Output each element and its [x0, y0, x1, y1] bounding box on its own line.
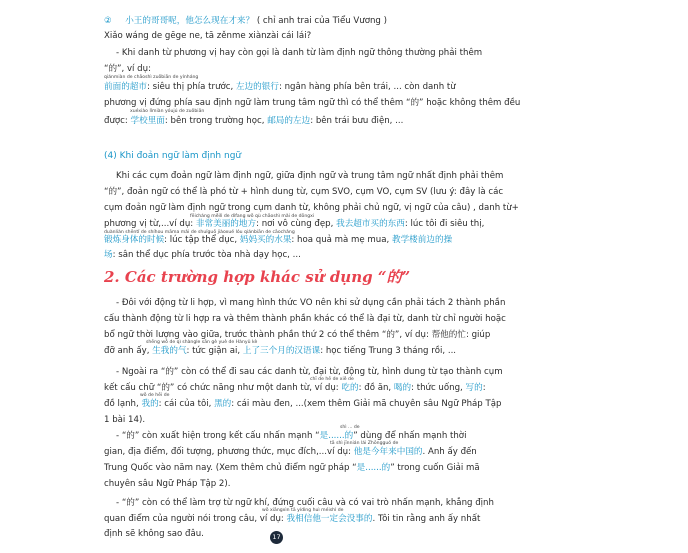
para6-pinyin2: wǒ xiāngxìn tā yídìng huì méishì de [262, 508, 344, 513]
para4-line4: 1 bài 14). [104, 415, 146, 425]
example-word: 上了三个月的汉语课 [242, 346, 321, 356]
para1-line5 [104, 115, 452, 127]
subheading-4: (4) Khi đoản ngữ làm định ngữ [104, 151, 242, 161]
para2-line6 [104, 249, 452, 261]
example-word: 妈妈买的水果 [239, 235, 292, 245]
para5-line4: chuyên sâu Ngữ Pháp Tập 2). [104, 479, 231, 489]
para6-line1: - “的” còn có thể làm trợ từ ngữ khí, đứng cuối câu và có vai trò nhấn mạnh, khẳng định [116, 498, 494, 508]
para3-pinyin4: shēng wǒ de qì shàngle sān gè yuè de Hànyǔ kè [146, 340, 258, 345]
para4-pinyin2: chī de hē de xiě de [310, 377, 354, 382]
para6-line2 [104, 513, 481, 525]
para3-line3: bổ ngữ thời lượng vào giữa, trước thành phần thứ 2 có thể thêm “的”, ví dụ: 帮他的忙: giúp [104, 330, 491, 340]
text: ” trong cuốn Giải mã [390, 463, 480, 473]
example-word: 非常美丽的地方 [195, 219, 257, 229]
gloss: : hoa quả mà mẹ mua, [291, 235, 392, 245]
para2-pinyin4: fēicháng měilì de dìfang wǒ qù chāoshì mǎi de dōngxi [190, 214, 315, 219]
example-number: ② [104, 16, 112, 26]
gloss: : nơi vô cùng đẹp, [256, 219, 337, 229]
example-word: 教学楼前边的操 [391, 235, 453, 245]
example-word: 他是今年来中国的 [353, 447, 423, 457]
para4-line1: - Ngoài ra “的” còn có thể đi sau các danh từ, đại từ, động từ, hình dung từ tạo thành cụm [116, 367, 503, 377]
example-word: 邮局的左边 [267, 116, 311, 126]
para5-line3 [104, 462, 480, 474]
gloss: : siêu thị phía trước, [146, 82, 236, 92]
para2-line3: cụm đoản ngữ làm định ngữ trong cụm danh từ, không phải chủ ngữ, vị ngữ của câu) , danh từ+ [104, 203, 519, 213]
para2-line5 [104, 234, 452, 246]
para3-line4 [104, 345, 457, 357]
example-word: 我的 [141, 399, 159, 409]
para1-pinyin3: qiánmiàn de chāoshì zuǒbiān de yínháng [104, 75, 199, 80]
para3-line1: - Đôi với động từ li hợp, vì mang hình thức VO nên khi sử dụng cần phải tách 2 thành phần [116, 298, 506, 308]
para1-line2: “的”, ví dụ: [104, 64, 151, 74]
para1-line4: phương vị đứng phía sau định ngữ làm trung tâm ngữ thì có thể thêm “的” hoặc không thêm đều [104, 98, 521, 108]
para2-pinyin5: duànliàn shēntǐ de shíhou māma mǎi de shuǐguǒ jiàoxué lóu qiánbiān de cāochǎng [104, 230, 295, 235]
para2-line4 [104, 218, 485, 230]
para5-pinyin2: tā shì jīnnián lái Zhōngguó de [330, 441, 399, 446]
example-word: 场 [104, 250, 113, 260]
text: - “的” còn xuất hiện trong kết cấu nhấn mạnh “ [116, 431, 320, 441]
gloss: . Tôi tin rằng anh ấy nhất [372, 514, 481, 524]
gloss: : sân thể dục phía trước tòa nhà dạy học, ... [112, 250, 301, 260]
example-word: 是......的 [319, 431, 354, 441]
gloss: . Anh ấy đến [422, 447, 477, 457]
example-word: 我去超市买的东西 [336, 219, 405, 229]
example-word: 锻炼身体的时候 [104, 235, 165, 245]
example-word: 前面的超市 [104, 82, 147, 92]
text: ” dùng để nhấn mạnh thời [353, 431, 467, 441]
gloss: : bên trái bưu điện, ... [310, 116, 404, 126]
text: phương vị từ,...ví dụ: [104, 219, 196, 229]
gloss: : cái màu đen, ...(xem thêm Giải mã chuyên sâu Ngữ Pháp Tập [231, 399, 502, 409]
gloss: : ngân hàng phía bên trái, ... còn danh từ [278, 82, 456, 92]
example-translation: ( chỉ anh trai của Tiểu Vương ) [256, 16, 387, 26]
gloss: : đồ ăn, [358, 383, 394, 393]
gloss: : thức uống, [411, 383, 466, 393]
example-word: 我相信他一定会没事的 [286, 514, 373, 524]
para1-pinyin5: xuéxiào lǐmiàn yóujú de zuǒbiān [130, 109, 205, 114]
section-2-title: 2. Các trường hợp khác sử dụng “的” [104, 268, 411, 286]
para1-line3 [104, 81, 456, 93]
example-word: 吃的 [341, 383, 359, 393]
example-pinyin: Xiǎo wáng de gēge ne, tā zěnme xiànzài cái lái? [104, 31, 312, 41]
gloss: : lúc tập thể dục, [164, 235, 240, 245]
para2-line2: “的”, đoản ngữ có thể là phó từ + hình dung từ, cụm SVO, cụm VO, cụm SV (lưu ý: đây là các [104, 187, 504, 197]
example-chinese: 小王的哥哥呢，他怎么现在才来？ [125, 16, 255, 26]
para6-line3: định sẽ không sao đâu. [104, 529, 204, 539]
para4-pinyin3: wǒ de hēi de [140, 393, 170, 398]
gloss: : cái của tôi, [158, 399, 215, 409]
para4-line3 [104, 398, 502, 410]
example-word: 左边的银行 [235, 82, 279, 92]
text: Trung Quốc vào năm nay. (Xem thêm chủ điểm ngữ pháp “ [104, 463, 357, 473]
para2-line1: Khi các cụm đoản ngữ làm định ngữ, giữa định ngữ và trung tâm ngữ nhất định phải thêm [116, 171, 504, 181]
para5-line2 [104, 446, 477, 458]
page-number: 17 [270, 531, 283, 544]
gloss: : [482, 383, 486, 393]
example-word: 写的 [465, 383, 483, 393]
para3-line2: cấu thành động từ li hợp ra và thêm thành phần khác có thể là đại từ, danh từ chỉ người hoặc [104, 314, 506, 324]
text: được: [104, 116, 131, 126]
example-word: 学校里面 [130, 116, 165, 126]
para1-line1: - Khi danh từ phương vị hay còn gọi là danh từ làm định ngữ thông thường phải thêm [116, 48, 483, 58]
text: đồ lạnh, [104, 399, 142, 409]
gloss: : bên trong trường học, [164, 116, 268, 126]
example-word: 喝的 [393, 383, 412, 393]
text: quan điểm của người nói trong câu, ví dụ: [104, 514, 287, 524]
para5-pinyin1: shì ... de [340, 425, 360, 430]
gloss: : học tiếng Trung 3 tháng rồi, ... [320, 346, 457, 356]
example-word: 生我的气 [152, 346, 187, 356]
text: gian, địa điểm, đối tượng, phương thức, mục đích,...ví dụ: [104, 447, 354, 457]
example-2-line [104, 15, 452, 27]
text: đỡ anh ấy, [104, 346, 153, 356]
text: kết cấu chữ “的” có chức năng như một danh từ, ví dụ: [104, 383, 342, 393]
gloss: : tức giận ai, [186, 346, 243, 356]
example-word: 是......的 [356, 463, 391, 473]
example-word: 黑的 [214, 399, 232, 409]
gloss: : lúc tôi đi siêu thị, [404, 219, 485, 229]
